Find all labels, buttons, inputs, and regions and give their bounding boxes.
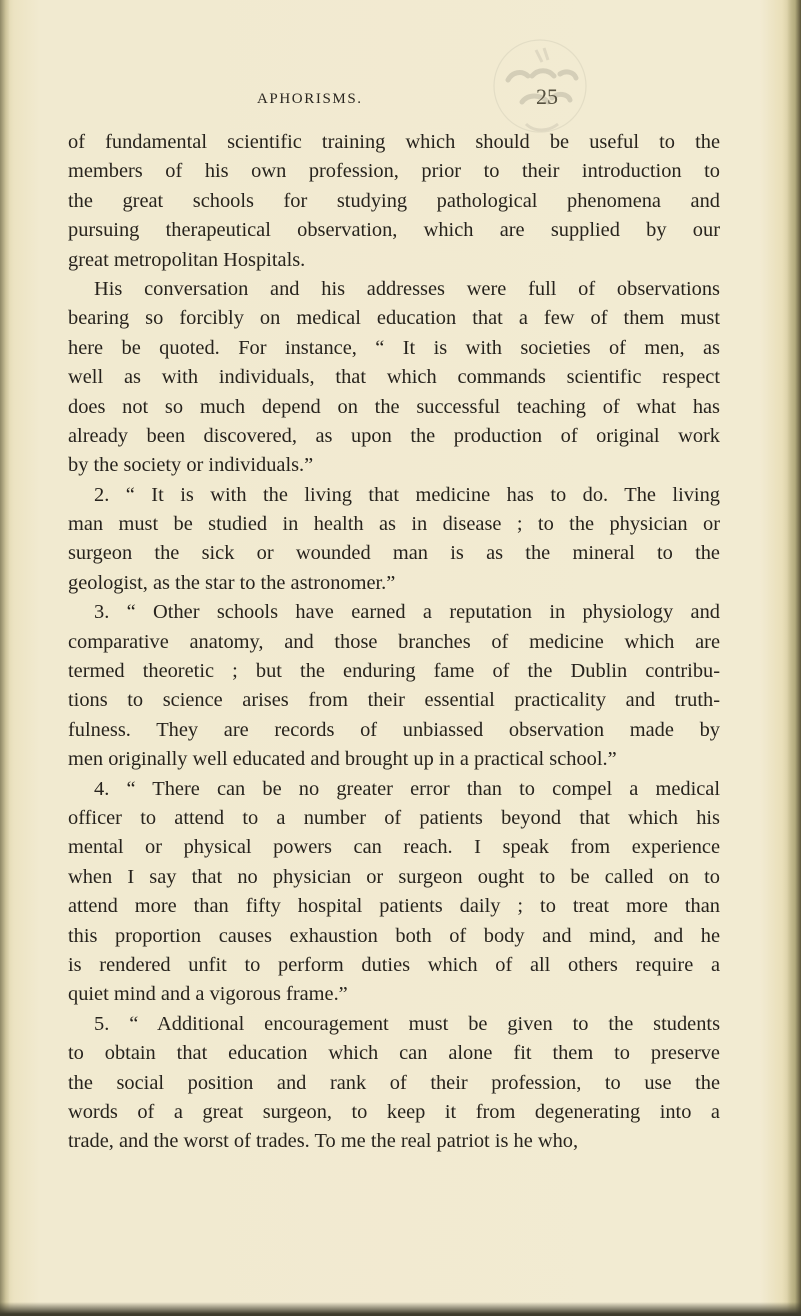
text-line: 5. “ Additional encouragement must be given to the students <box>94 1012 720 1035</box>
text-line: when I say that no physician or surgeon ought to be called on to <box>68 865 720 888</box>
text-line: of fundamental scientific training which should be useful to the <box>68 131 720 153</box>
text-line: well as with individuals, that which commands scientific respect <box>68 366 720 389</box>
text-line: members of his own profession, prior to their introduction to <box>68 160 720 183</box>
text-line: men originally well educated and brought up in a practical school.” <box>68 748 617 771</box>
text-line: already been discovered, as upon the production of original work <box>68 424 720 447</box>
page-number: 25 <box>536 84 558 109</box>
text-line: man must be studied in health as in disease ; to the physician or <box>68 513 720 536</box>
text-line: 2. “ It is with the living that medicine has to do. The living <box>94 483 720 506</box>
page-left-edge <box>0 0 10 1316</box>
text-line: surgeon the sick or wounded man is as the mineral to the <box>68 542 720 565</box>
body-text <box>68 128 720 1157</box>
text-line: the great schools for studying pathological phenomena and <box>68 189 720 212</box>
text-line: tions to science arises from their essential practicality and truth- <box>68 689 720 712</box>
text-line: does not so much depend on the successful teaching of what has <box>68 395 720 418</box>
text-line: is rendered unfit to perform duties which of all others require a <box>68 953 720 976</box>
page-header <box>0 84 801 114</box>
text-line: termed theoretic ; but the enduring fame of the Dublin contribu- <box>68 660 720 683</box>
text-line: officer to attend to a number of patients beyond that which his <box>68 806 720 829</box>
text-line: attend more than fifty hospital patients daily ; to treat more than <box>68 895 720 918</box>
running-head: APHORISMS. <box>257 91 363 107</box>
page-bottom-edge <box>0 1302 801 1316</box>
text-line: words of a great surgeon, to keep it from degenerating into a <box>68 1100 720 1123</box>
text-line: comparative anatomy, and those branches of medicine which are <box>68 630 720 653</box>
text-line: fulness. They are records of unbiassed observation made by <box>68 718 720 741</box>
text-line: mental or physical powers can reach. I speak from experience <box>68 836 720 859</box>
text-line: great metropolitan Hospitals. <box>68 248 306 271</box>
text-line: trade, and the worst of trades. To me the real patriot is he who, <box>68 1130 579 1153</box>
text-line: by the society or individuals.” <box>68 454 314 477</box>
text-line: 3. “ Other schools have earned a reputation in physiology and <box>94 601 720 624</box>
text-line: geologist, as the star to the astronomer.” <box>68 571 396 594</box>
page-right-edge <box>787 0 801 1316</box>
text-line: 4. “ There can be no greater error than to compel a medical <box>94 777 720 800</box>
text-line: this proportion causes exhaustion both of body and mind, and he <box>68 924 720 947</box>
text-line: to obtain that education which can alone fit them to preserve <box>68 1042 720 1065</box>
text-line: pursuing therapeutical observation, which are supplied by our <box>68 219 720 242</box>
text-line: bearing so forcibly on medical education that a few of them must <box>68 307 720 330</box>
text-line: quiet mind and a vigorous frame.” <box>68 983 348 1006</box>
text-line: here be quoted. For instance, “ It is with societies of men, as <box>68 336 720 359</box>
text-line: the social position and rank of their profession, to use the <box>68 1071 720 1094</box>
text-line: His conversation and his addresses were full of observations <box>94 277 720 300</box>
